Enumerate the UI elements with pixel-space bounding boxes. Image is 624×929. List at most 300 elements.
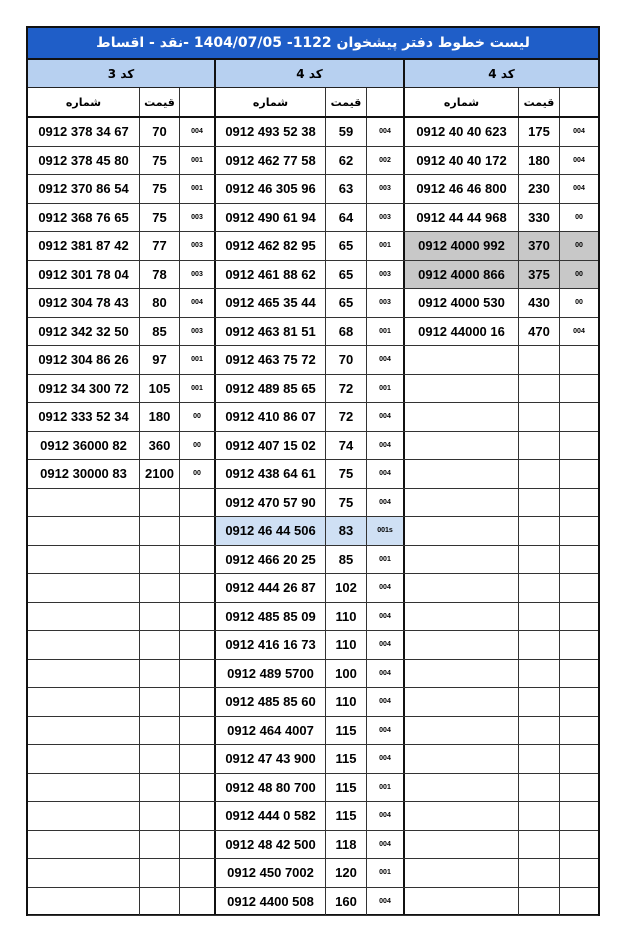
phone-number-cell: 0912 489 5700 <box>216 660 326 688</box>
code-cell <box>560 774 598 802</box>
price-cell: 115 <box>326 717 367 745</box>
price-cell <box>519 831 560 859</box>
price-cell <box>519 859 560 887</box>
code-cell <box>560 517 598 545</box>
phone-number-cell <box>405 346 519 374</box>
table-row <box>405 318 598 347</box>
code-cell: 001 <box>367 774 405 802</box>
price-cell <box>519 717 560 745</box>
phone-number-cell: 0912 46 46 800 <box>405 175 519 203</box>
table-row <box>28 261 216 290</box>
code-cell: 001 <box>367 546 405 574</box>
group-header-mid: کد 4 <box>216 60 405 88</box>
empty-row <box>28 888 216 917</box>
phone-number-cell <box>405 774 519 802</box>
empty-row <box>28 631 216 660</box>
price-cell: 75 <box>140 147 180 175</box>
code-cell: 004 <box>367 745 405 773</box>
table-row <box>405 147 598 176</box>
phone-number-cell: 0912 40 40 172 <box>405 147 519 175</box>
phone-number-cell: 0912 333 52 34 <box>28 403 140 431</box>
price-cell: 75 <box>326 460 367 488</box>
phone-number-cell <box>28 859 140 887</box>
phone-number-cell <box>28 774 140 802</box>
phone-number-cell <box>28 546 140 574</box>
code-cell: 003 <box>180 204 216 232</box>
code-cell <box>560 802 598 830</box>
price-cell: 115 <box>326 774 367 802</box>
empty-row <box>28 489 216 518</box>
code-cell: 003 <box>180 261 216 289</box>
code-cell: 001 <box>367 232 405 260</box>
phone-number-cell: 0912 4400 508 <box>216 888 326 916</box>
code-cell: 004 <box>367 717 405 745</box>
phone-number-cell: 0912 470 57 90 <box>216 489 326 517</box>
code-cell: 001 <box>367 859 405 887</box>
price-cell: 360 <box>140 432 180 460</box>
empty-row <box>405 489 598 518</box>
code-cell: 004 <box>367 118 405 146</box>
code-column-header <box>367 88 405 116</box>
empty-row <box>405 717 598 746</box>
phone-number-cell <box>28 745 140 773</box>
code-cell: 001 <box>367 318 405 346</box>
price-cell: 65 <box>326 289 367 317</box>
table-mid <box>216 118 405 916</box>
number-column-header: شماره <box>28 88 140 116</box>
price-column-header: قیمت <box>326 88 367 116</box>
code-cell <box>560 432 598 460</box>
code-cell: 004 <box>573 327 585 335</box>
price-cell: 110 <box>326 688 367 716</box>
phone-number-cell <box>28 660 140 688</box>
empty-row <box>28 660 216 689</box>
price-cell <box>140 631 180 659</box>
phone-number-cell <box>405 631 519 659</box>
phone-number-cell: 0912 378 34 67 <box>28 118 140 146</box>
code-cell: 001s <box>367 517 405 545</box>
empty-row <box>405 888 598 917</box>
price-cell: 65 <box>326 261 367 289</box>
code-cell: 004 <box>573 128 585 136</box>
phone-number-cell <box>405 574 519 602</box>
phone-number-cell: 0912 4000 530 <box>405 289 519 317</box>
table-row <box>216 147 405 176</box>
table-row <box>28 432 216 461</box>
price-cell: 74 <box>326 432 367 460</box>
empty-row <box>405 859 598 888</box>
price-cell: 75 <box>326 489 367 517</box>
code-cell: 004 <box>367 574 405 602</box>
phone-number-cell: 0912 48 80 700 <box>216 774 326 802</box>
code-cell <box>180 745 216 773</box>
price-cell <box>519 489 560 517</box>
code-cell <box>180 546 216 574</box>
code-cell: 003 <box>367 204 405 232</box>
code-cell: 004 <box>367 660 405 688</box>
code-cell: 003 <box>180 318 216 346</box>
code-cell <box>180 688 216 716</box>
phone-number-cell: 0912 465 35 44 <box>216 289 326 317</box>
phone-number-cell <box>405 802 519 830</box>
code-cell <box>180 660 216 688</box>
code-cell: 004 <box>367 688 405 716</box>
code-cell: 001 <box>180 147 216 175</box>
table-row <box>216 631 405 660</box>
table-row <box>216 517 405 546</box>
phone-number-cell: 0912 378 45 80 <box>28 147 140 175</box>
phone-number-cell: 0912 46 305 96 <box>216 175 326 203</box>
number-column-header: شماره <box>216 88 326 116</box>
code-cell <box>560 489 598 517</box>
phone-number-cell <box>28 517 140 545</box>
phone-number-cell: 0912 463 75 72 <box>216 346 326 374</box>
code-cell: 004 <box>573 156 585 164</box>
table-row <box>28 147 216 176</box>
phone-number-cell: 0912 46 44 506 <box>216 517 326 545</box>
phone-number-cell: 0912 410 86 07 <box>216 403 326 431</box>
table-row <box>216 774 405 803</box>
price-column-header: قیمت <box>519 88 560 116</box>
sub-header-left <box>28 88 216 118</box>
sub-header-mid <box>216 88 405 118</box>
empty-row <box>405 375 598 404</box>
price-cell: 110 <box>326 603 367 631</box>
price-cell: 110 <box>326 631 367 659</box>
price-cell: 83 <box>326 517 367 545</box>
price-cell: 2100 <box>140 460 180 488</box>
empty-row <box>405 831 598 860</box>
table-row <box>216 802 405 831</box>
code-cell <box>180 774 216 802</box>
code-cell <box>560 375 598 403</box>
empty-row <box>405 802 598 831</box>
sub-header-right <box>405 88 598 118</box>
empty-row <box>405 603 598 632</box>
code-cell: 00 <box>575 299 583 307</box>
table-row <box>216 375 405 404</box>
price-cell <box>519 460 560 488</box>
code-cell: 00 <box>180 460 216 488</box>
price-cell <box>140 517 180 545</box>
price-cell <box>519 432 560 460</box>
code-cell <box>560 574 598 602</box>
price-cell <box>519 802 560 830</box>
price-cell: 175 <box>519 118 560 146</box>
price-cell: 72 <box>326 375 367 403</box>
phone-number-cell: 0912 462 77 58 <box>216 147 326 175</box>
code-cell: 004 <box>573 185 585 193</box>
code-cell <box>560 346 598 374</box>
empty-row <box>405 774 598 803</box>
price-cell <box>140 546 180 574</box>
price-cell: 375 <box>519 261 560 289</box>
empty-row <box>405 660 598 689</box>
code-cell <box>180 603 216 631</box>
price-cell: 330 <box>519 204 560 232</box>
phone-number-cell: 0912 44 44 968 <box>405 204 519 232</box>
table-row <box>216 432 405 461</box>
code-cell: 004 <box>367 603 405 631</box>
table-row <box>216 717 405 746</box>
code-cell <box>180 802 216 830</box>
code-cell: 003 <box>367 261 405 289</box>
phone-number-cell <box>28 717 140 745</box>
code-cell <box>560 717 598 745</box>
price-cell: 85 <box>140 318 180 346</box>
phone-number-cell <box>28 888 140 916</box>
table-row <box>216 859 405 888</box>
empty-row <box>28 717 216 746</box>
code-cell: 004 <box>367 802 405 830</box>
code-cell: 004 <box>367 489 405 517</box>
price-cell: 430 <box>519 289 560 317</box>
phone-number-cell: 0912 304 78 43 <box>28 289 140 317</box>
code-column-header <box>560 88 598 116</box>
price-list-sheet <box>26 26 600 916</box>
empty-row <box>405 745 598 774</box>
phone-number-cell: 0912 342 32 50 <box>28 318 140 346</box>
price-cell: 102 <box>326 574 367 602</box>
empty-row <box>28 745 216 774</box>
empty-row <box>28 831 216 860</box>
table-row <box>405 118 598 147</box>
price-cell: 230 <box>519 175 560 203</box>
code-cell <box>180 517 216 545</box>
phone-number-cell <box>405 745 519 773</box>
phone-number-cell: 0912 464 4007 <box>216 717 326 745</box>
code-cell <box>560 859 598 887</box>
price-cell: 75 <box>140 175 180 203</box>
empty-row <box>28 802 216 831</box>
code-cell <box>560 660 598 688</box>
price-cell: 68 <box>326 318 367 346</box>
phone-number-cell: 0912 407 15 02 <box>216 432 326 460</box>
price-cell <box>140 802 180 830</box>
phone-number-cell: 0912 463 81 51 <box>216 318 326 346</box>
price-cell <box>140 774 180 802</box>
table-row <box>216 232 405 261</box>
code-cell <box>560 403 598 431</box>
table-row <box>28 289 216 318</box>
code-cell: 004 <box>367 346 405 374</box>
price-cell <box>519 346 560 374</box>
code-cell <box>180 831 216 859</box>
empty-row <box>405 460 598 489</box>
phone-number-cell: 0912 34 300 72 <box>28 375 140 403</box>
phone-number-cell <box>405 888 519 916</box>
phone-number-cell: 0912 40 40 623 <box>405 118 519 146</box>
table-row <box>216 318 405 347</box>
code-cell: 00 <box>560 232 598 260</box>
price-cell <box>519 574 560 602</box>
phone-number-cell: 0912 304 86 26 <box>28 346 140 374</box>
code-cell: 001 <box>180 346 216 374</box>
code-cell <box>560 546 598 574</box>
price-cell <box>519 745 560 773</box>
empty-row <box>405 631 598 660</box>
price-cell <box>519 517 560 545</box>
phone-number-cell: 0912 48 42 500 <box>216 831 326 859</box>
code-cell: 004 <box>367 831 405 859</box>
table-row <box>405 232 598 261</box>
empty-row <box>28 603 216 632</box>
table-row <box>216 574 405 603</box>
table-row <box>216 175 405 204</box>
phone-number-cell <box>28 831 140 859</box>
phone-number-cell: 0912 47 43 900 <box>216 745 326 773</box>
code-cell: 00 <box>560 261 598 289</box>
code-cell: 00 <box>575 213 583 221</box>
empty-row <box>28 546 216 575</box>
code-cell <box>560 631 598 659</box>
empty-row <box>405 346 598 375</box>
code-cell: 002 <box>367 147 405 175</box>
phone-number-cell: 0912 485 85 09 <box>216 603 326 631</box>
phone-number-cell <box>28 631 140 659</box>
phone-number-cell <box>405 688 519 716</box>
price-cell <box>140 660 180 688</box>
table-row <box>216 403 405 432</box>
price-cell: 85 <box>326 546 367 574</box>
price-cell: 100 <box>326 660 367 688</box>
table-row <box>216 660 405 689</box>
price-cell: 120 <box>326 859 367 887</box>
phone-number-cell: 0912 490 61 94 <box>216 204 326 232</box>
table-row <box>216 346 405 375</box>
phone-number-cell <box>405 375 519 403</box>
price-cell <box>519 546 560 574</box>
table-row <box>216 118 405 147</box>
price-cell: 70 <box>326 346 367 374</box>
price-cell: 160 <box>326 888 367 916</box>
phone-number-cell: 0912 493 52 38 <box>216 118 326 146</box>
code-cell: 004 <box>367 460 405 488</box>
price-cell: 370 <box>519 232 560 260</box>
number-column-header: شماره <box>405 88 519 116</box>
phone-number-cell <box>405 660 519 688</box>
phone-number-cell <box>405 517 519 545</box>
empty-row <box>405 432 598 461</box>
price-cell <box>519 688 560 716</box>
sheet-title: لیست خطوط دفتر پیشخوان 1122- 1404/07/05 -نقد - اقساط <box>28 28 598 60</box>
empty-row <box>28 517 216 546</box>
phone-number-cell: 0912 461 88 62 <box>216 261 326 289</box>
group-header-right: کد 4 <box>405 60 598 88</box>
phone-number-cell: 0912 301 78 04 <box>28 261 140 289</box>
code-cell: 004 <box>367 631 405 659</box>
code-cell: 00 <box>180 403 216 431</box>
code-cell: 003 <box>367 289 405 317</box>
phone-number-cell <box>405 603 519 631</box>
phone-number-cell: 0912 368 76 65 <box>28 204 140 232</box>
code-cell: 00 <box>180 432 216 460</box>
price-column-header: قیمت <box>140 88 180 116</box>
price-cell: 65 <box>326 232 367 260</box>
phone-number-cell: 0912 438 64 61 <box>216 460 326 488</box>
code-cell <box>560 745 598 773</box>
price-cell <box>519 375 560 403</box>
price-cell: 105 <box>140 375 180 403</box>
phone-number-cell <box>28 802 140 830</box>
price-cell <box>140 717 180 745</box>
phone-number-cell: 0912 381 87 42 <box>28 232 140 260</box>
phone-number-cell: 0912 444 0 582 <box>216 802 326 830</box>
empty-row <box>28 574 216 603</box>
phone-number-cell <box>405 717 519 745</box>
price-cell: 115 <box>326 802 367 830</box>
phone-number-cell <box>405 403 519 431</box>
price-cell: 78 <box>140 261 180 289</box>
code-cell: 001 <box>367 375 405 403</box>
price-cell: 59 <box>326 118 367 146</box>
table-row <box>216 289 405 318</box>
price-cell: 180 <box>140 403 180 431</box>
table-left <box>28 118 216 916</box>
phone-number-cell: 0912 4000 866 <box>405 261 519 289</box>
code-cell <box>180 888 216 916</box>
phone-number-cell: 0912 462 82 95 <box>216 232 326 260</box>
phone-number-cell <box>28 688 140 716</box>
price-cell: 180 <box>519 147 560 175</box>
table-row <box>405 289 598 318</box>
price-cell: 77 <box>140 232 180 260</box>
code-cell: 004 <box>367 432 405 460</box>
price-cell <box>519 403 560 431</box>
empty-row <box>405 546 598 575</box>
table-row <box>216 831 405 860</box>
code-cell <box>560 888 598 916</box>
code-cell <box>180 859 216 887</box>
price-cell <box>519 888 560 916</box>
code-cell: 003 <box>180 232 216 260</box>
price-cell: 63 <box>326 175 367 203</box>
price-cell <box>140 603 180 631</box>
code-cell <box>560 688 598 716</box>
phone-number-cell: 0912 489 85 65 <box>216 375 326 403</box>
price-cell: 80 <box>140 289 180 317</box>
phone-number-cell: 0912 44000 16 <box>405 318 519 346</box>
table-row <box>405 204 598 233</box>
price-cell <box>140 859 180 887</box>
price-cell: 72 <box>326 403 367 431</box>
table-row <box>28 346 216 375</box>
phone-number-cell: 0912 36000 82 <box>28 432 140 460</box>
table-row <box>216 204 405 233</box>
price-cell <box>140 688 180 716</box>
code-cell <box>180 631 216 659</box>
code-cell <box>180 489 216 517</box>
phone-number-cell: 0912 370 86 54 <box>28 175 140 203</box>
code-cell: 001 <box>180 375 216 403</box>
code-cell: 003 <box>367 175 405 203</box>
price-cell: 470 <box>519 318 560 346</box>
table-right <box>405 118 598 916</box>
price-cell <box>140 831 180 859</box>
table-row <box>216 688 405 717</box>
table-row <box>28 375 216 404</box>
price-cell <box>519 774 560 802</box>
table-row <box>216 603 405 632</box>
price-cell <box>140 745 180 773</box>
code-cell <box>560 831 598 859</box>
code-cell <box>180 717 216 745</box>
phone-number-cell <box>28 574 140 602</box>
price-cell: 115 <box>326 745 367 773</box>
phone-number-cell: 0912 4000 992 <box>405 232 519 260</box>
phone-number-cell: 0912 444 26 87 <box>216 574 326 602</box>
table-row <box>216 489 405 518</box>
